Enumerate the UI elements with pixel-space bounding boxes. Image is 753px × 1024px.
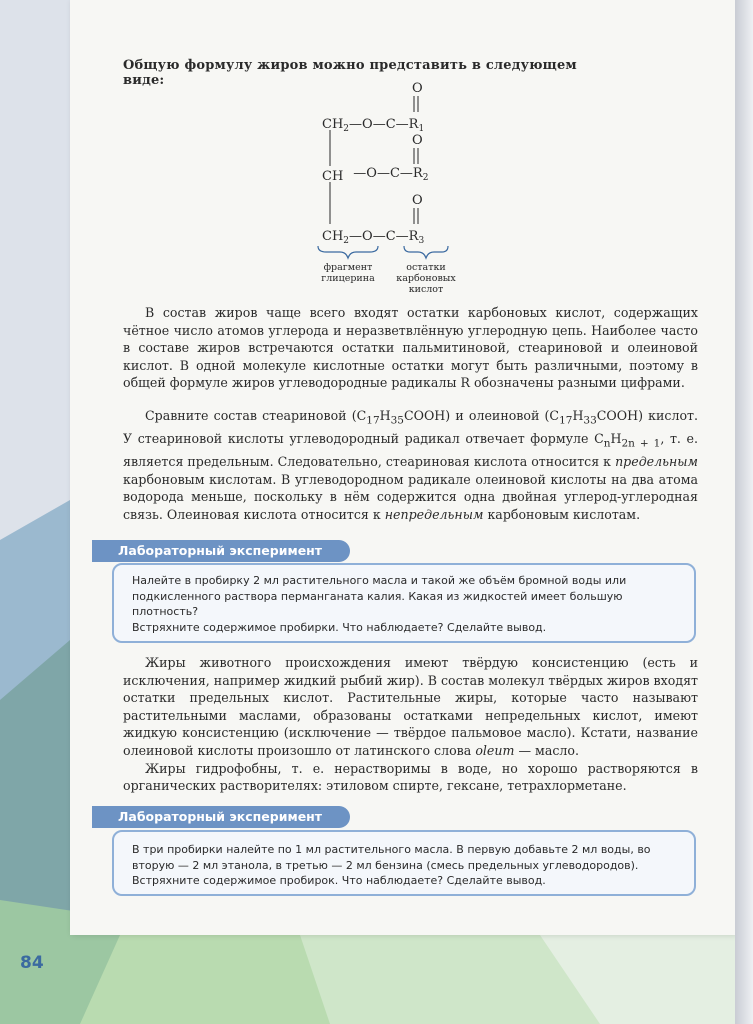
intro-text: Общую формулу жиров можно представить в следующем виде: <box>123 58 577 88</box>
lab-1-question: Встряхните содержимое пробирки. Что наблюдаете? Сделайте вывод. <box>132 620 547 634</box>
caption-acids-3: кислот <box>408 284 444 294</box>
lab-1-instructions: Налейте в пробирку 2 мл растительного масла и такой же объём бромной воды или подкисленного раствора перманганата калия. Какая из жидкостей имеет большую плотность? <box>132 574 627 618</box>
page-edge <box>735 0 753 1024</box>
formula-row-3-group: $CH_2—O—C—R_3$ <box>322 229 425 246</box>
paragraph-1: В состав жиров чаще всего входят остатки карбоновых кислот, содержащих чётное число атомов углерода и неразветвлённую углеродную цепь. Наиболее часто в составе жиров встречаются остатки пальмитиновой, стеариновой и олеиновой кислот. В одной молекуле кислотные остатки могут быть различными, поэтому в общей формуле жиров углеводородные радикалы R обозначены разными цифрами. <box>123 305 698 391</box>
lab-2-instructions: В три пробирки налейте по 1 мл растительного масла. В первую добавьте 2 мл воды, во вторую — 2 мл этанола, в третью — 2 мл бензина (смесь предельных углеводородов). Встряхните содержимое пробирок. Что наблюдаете? Сделайте вывод. <box>132 843 651 887</box>
lab-experiment-2-title: Лабораторный эксперимент <box>92 806 350 828</box>
term-unsaturated: непредельным <box>384 507 484 522</box>
lab-experiment-2-box <box>112 830 696 896</box>
oxygen-2: O <box>412 133 423 148</box>
oxygen-3: O <box>412 193 423 208</box>
paragraph-3: Жиры животного происхождения имеют твёрдую консистенцию (есть и исключения, например жидкий рыбий жир). В состав молекул твёрдых жиров входят остатки предельных кислот. Растительные жиры, которые часто называют растительными маслами, образованы остатками непредельных кислот, имеют жидкую консистенцию (исключение — твёрдое пальмовое масло). Кстати, название олеиновой кислоты произошло от латинского слова oleum — масло. Жиры гидрофобны, т. е. нерастворимы в воде, но хорошо растворяются в органических растворителях: этиловом спирте, гексане, тетрахлорметане. <box>123 655 698 794</box>
oxygen-1: O <box>412 81 423 96</box>
paragraph-4: Жиры гидрофобны, т. е. нерастворимы в воде, но хорошо растворяются в органических растворителях: этиловом спирте, гексане, тетрахлорметане. <box>123 760 698 794</box>
formula-row-2-group: CH $—O—C—R_2$ <box>322 166 429 184</box>
formula-row-1-group: $CH_2—O—C—R_1$ <box>322 117 425 134</box>
term-saturated: предельным <box>615 454 698 470</box>
term-oleum: oleum <box>475 742 515 758</box>
page-number: 84 <box>20 953 44 973</box>
caption-acids-1: остатки <box>406 262 446 273</box>
caption-glycerol-2: глицерина <box>321 273 375 284</box>
fat-general-formula <box>300 78 500 294</box>
lab-experiment-1-title: Лабораторный эксперимент <box>92 540 350 562</box>
paragraph-2: Сравните состав стеариновой $(C_{17}H_{35}COOH)$ и олеиновой $(C_{17}H_{33}COOH)$ кислот. У стеариновой кислоты углеводородный радикал отвечает формуле $C_nH_{2n + 1}$, т. е. является предельным. Следовательно, стеариновая кислота относится к предельным карбоновым кислотам. В углеводородном радикале олеиновой кислоты на два атома водорода меньше, поскольку в нём содержится одна двойная углерод-углеродная связь. Олеиновая кислота относится к непредельным карбоновым кислотам. <box>123 408 699 522</box>
caption-glycerol-1: фрагмент <box>323 262 373 273</box>
caption-acids-2: карбоновых <box>396 273 456 284</box>
lab-experiment-1-box <box>112 563 696 643</box>
